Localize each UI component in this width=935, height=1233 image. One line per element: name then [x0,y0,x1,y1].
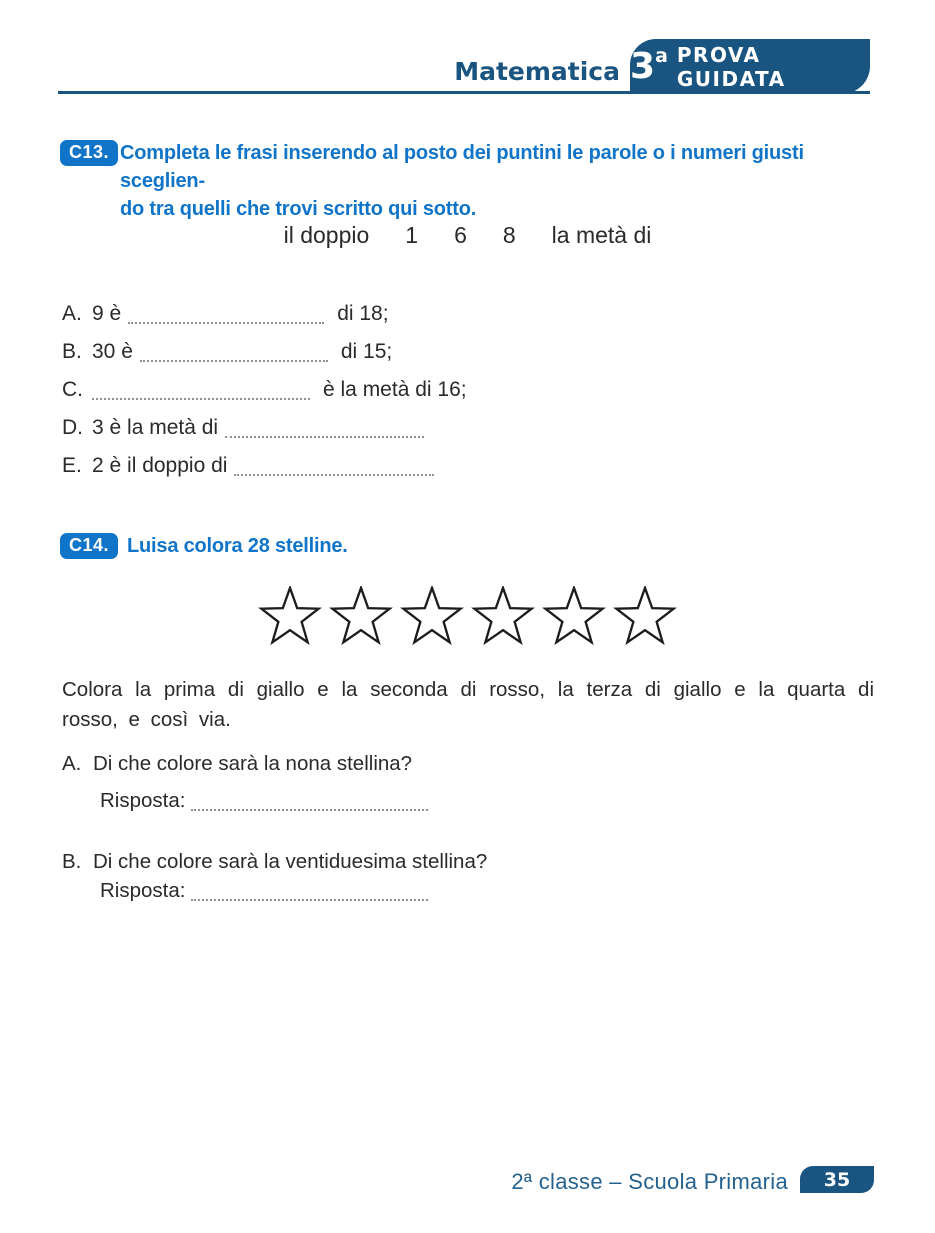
word-bank [62,222,873,249]
word-bank-item: 1 [405,222,419,248]
answer-row-a [100,790,428,813]
sub-question-text: Di che colore sarà la ventiduesima stellina? [93,850,488,873]
badge-number: 3 [630,45,656,87]
item-text-after: di 15; [340,340,393,363]
answer-blank [128,317,324,324]
item-label: C. [62,378,83,401]
header-subject: Matematica [454,57,620,86]
fill-in-item [62,303,802,326]
star-icon [469,586,537,650]
question-c13-badge: C13. [60,140,118,166]
word-bank-item: 6 [454,222,467,248]
page-number-badge [800,1166,874,1193]
item-label: D. [62,416,83,439]
answer-blank [234,469,434,476]
fill-in-item [62,379,802,402]
sub-question-text: Di che colore sarà la nona stellina? [93,752,413,775]
item-text-before: 30 è [92,340,133,363]
answer-label: Risposta: [100,789,186,812]
word-bank-item: 8 [502,222,516,248]
stars-row [0,586,935,650]
answer-blank [191,804,428,811]
item-text-after: di 18; [337,302,389,325]
answer-blank [225,431,424,438]
item-label: E. [62,454,82,477]
badge-title: PROVA GUIDATA [676,42,786,91]
prompt-line-1: Completa le frasi inserendo al posto dei puntini le parole o i numeri giusti sceglien- [120,142,804,192]
answer-blank [191,894,428,901]
item-text-before: 2 è il doppio di [92,454,228,477]
sub-question-a [62,752,412,776]
answer-blank [140,355,328,362]
instruction-paragraph: Colora la prima di giallo e la seconda di rosso, la terza di giallo e la quarta di rosso, e così via. [62,678,874,731]
star-icon [327,586,395,650]
page-number: 35 [823,1168,851,1191]
sub-question-b [62,850,487,874]
item-label: A. [62,302,82,325]
badge-ordinal: a [655,44,668,67]
footer-caption: 2ª classe – Scuola Primaria [511,1169,788,1194]
word-bank-item: la metà di [551,222,652,248]
item-label: B. [62,340,82,363]
answer-label: Risposta: [100,879,186,902]
item-text-before: 3 è la metà di [92,416,219,439]
word-bank-item: il doppio [283,222,370,248]
answer-blank [92,393,310,400]
item-label: B. [62,850,82,873]
fill-in-item [62,455,802,478]
prompt-line-2: do tra quelli che trovi scritto qui sotto. [120,198,477,220]
star-icon [256,586,324,650]
item-text-after: è la metà di 16; [323,378,467,401]
question-c14-prompt: Luisa colora 28 stelline. [127,535,348,557]
star-icon [398,586,466,650]
fill-in-items [62,303,802,478]
fill-in-item [62,417,802,440]
header-badge [630,39,870,94]
question-c14-badge: C14. [60,533,118,559]
item-text-before: 9 è [92,302,122,325]
answer-row-b [100,880,428,903]
star-icon [611,586,679,650]
question-c13-prompt [120,139,880,223]
star-icon [540,586,608,650]
item-label: A. [62,752,82,775]
fill-in-item [62,341,802,364]
